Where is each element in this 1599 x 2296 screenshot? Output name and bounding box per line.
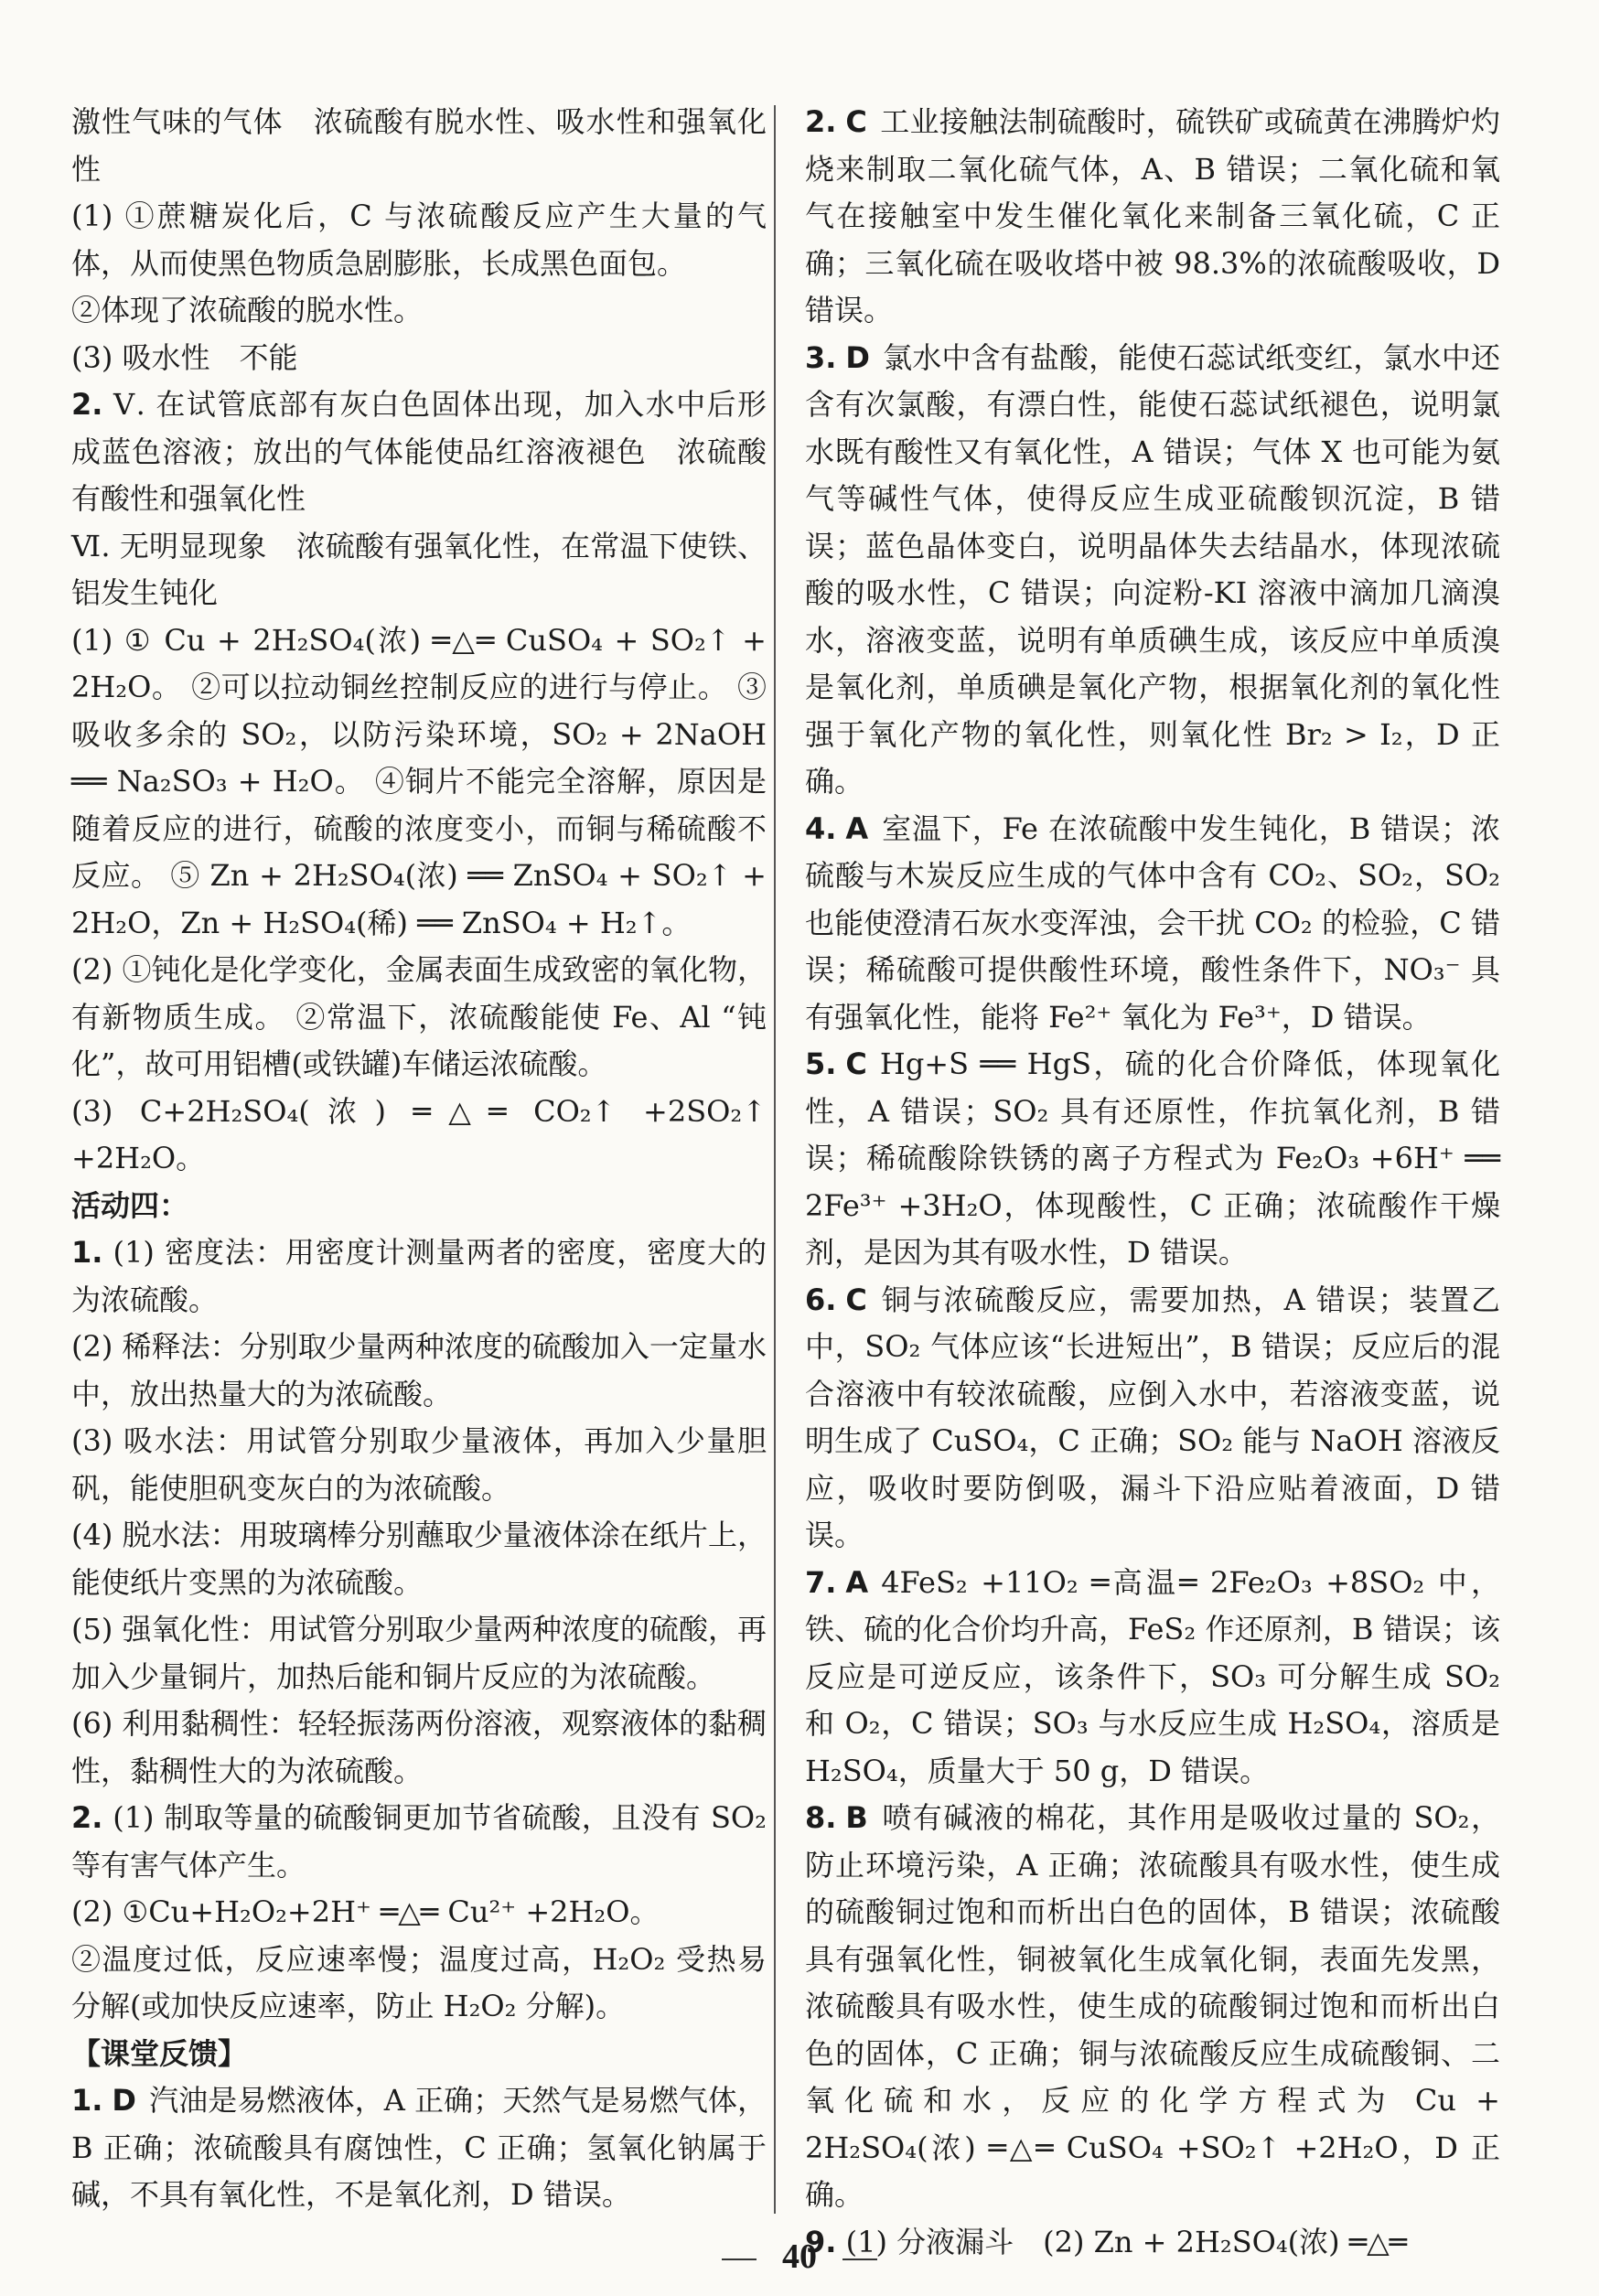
question-number: 4. (805, 810, 837, 846)
question-number: 1. (71, 1235, 103, 1270)
question-number: 2. (71, 1800, 103, 1835)
question-number: 5. (805, 1046, 837, 1081)
answer-text: 氯水中含有盐酸，能使石蕊试纸变红，氯水中还含有次氯酸，有漂白性，能使石蕊试纸褪色，说明氯水既有酸性又有氧化性，A 错误；气体 X 也可能为氨气等碱性气体，使得反应生成亚硫酸钡沉淀，B 错误；蓝色晶体变白，说明晶体失去结晶水，体现浓硫酸的吸水性，C 错误；向淀粉-KI 溶液中滴加几滴溴水，溶液变蓝，说明有单质碘生成，该反应中单质溴是氧化剂，单质碘是氧化产物，根据氧化剂的氧化性强于氧化产物的氧化性，则氧化性 Br₂ > I₂，D 正确。 (805, 339, 1500, 799)
answer-choice: D (845, 339, 870, 375)
answer-paragraph (805, 1277, 1500, 1560)
answer-paragraph (71, 2077, 767, 2219)
page-footer (0, 2237, 1599, 2277)
answer-text: 4FeS₂ +11O₂ ═高温═ 2Fe₂O₃ +8SO₂ 中，铁、硫的化合价均升高，FeS₂ 作还原剂，B 错误；该反应是可逆反应，该条件下，SO₃ 可分解生成 SO₂ 和 O₂，C 错误；SO₃ 与水反应生成 H₂SO₄，溶质是 H₂SO₄，质量大于 50 g，D 错误。 (805, 1564, 1500, 1788)
answer-paragraph (71, 1229, 767, 1324)
answer-paragraph (71, 193, 767, 287)
page-number: 40 (782, 2237, 817, 2276)
answer-text: 汽油是易燃液体，A 正确；天然气是易燃气体，B 正确；浓硫酸具有腐蚀性，C 正确；氢氧化钠属于碱，不具有氧化性，不是氧化剂，D 错误。 (71, 2083, 767, 2212)
answer-text: (6) 利用黏稠性：轻轻振荡两份溶液，观察液体的黏稠性，黏稠性大的为浓硫酸。 (71, 1706, 767, 1788)
left-column (71, 99, 767, 2219)
answer-text: ②温度过低，反应速率慢；温度过高，H₂O₂ 受热易分解(或加快反应速率，防止 H₂O₂ 分解)。 (71, 1941, 767, 2023)
answer-text: Ⅵ. 无明显现象 浓硫酸有强氧化性，在常温下使铁、铝发生钝化 (71, 528, 767, 610)
answer-text: (3) 吸水性 不能 (71, 339, 298, 375)
answer-paragraph (805, 1560, 1500, 1796)
column-divider (774, 105, 776, 2214)
answer-choice: A (845, 1564, 869, 1600)
answer-text: 铜与浓硫酸反应，需要加热，A 错误；装置乙中，SO₂ 气体应该“长进短出”，B 错误；反应后的混合溶液中有较浓硫酸，应倒入水中，若溶液变蓝，说明生成了 CuSO₄，C 正确；SO₂ 能与 NaOH 溶液反应，吸收时要防倒吸，漏斗下沿应贴着液面，D 错误。 (805, 1282, 1500, 1552)
answer-paragraph (71, 287, 767, 335)
answer-text: (1) 制取等量的硫酸铜更加节省硫酸，且没有 SO₂ 等有害气体产生。 (71, 1800, 767, 1883)
answer-text: (1) ① Cu + 2H₂SO₄(浓) ═△═ CuSO₄ + SO₂↑ + 2H₂O。 ②可以拉动铜丝控制反应的进行与停止。 ③ 吸收多余的 SO₂，以防污染环境，SO₂ + 2NaOH ══ Na₂SO₃ + H₂O。 ④铜片不能完全溶解，原因是随着反应的进行，硫酸的浓度变小，而铜与稀硫酸不反应。 ⑤ Zn + 2H₂SO₄(浓) ══ ZnSO₄ + SO₂↑ + 2H₂O，Zn + H₂SO₄(稀) ══ ZnSO₄ + H₂↑。 (71, 622, 767, 940)
answer-text: 活动四： (71, 1187, 189, 1223)
question-number: 3. (805, 339, 837, 375)
answer-paragraph (805, 1041, 1500, 1277)
answer-paragraph (805, 1795, 1500, 2219)
answer-paragraph (71, 381, 767, 523)
answer-paragraph (71, 1512, 767, 1606)
question-number: 9. (805, 2224, 837, 2259)
answer-text: (4) 脱水法：用玻璃棒分别蘸取少量液体涂在纸片上，能使纸片变黑的为浓硫酸。 (71, 1518, 767, 1600)
answer-choice: B (845, 1800, 868, 1835)
answer-text: (2) 稀释法：分别取少量两种浓度的硫酸加入一定量水中，放出热量大的为浓硫酸。 (71, 1329, 767, 1411)
answer-paragraph (71, 947, 767, 1089)
answer-choice: C (845, 104, 867, 139)
question-number: 2. (805, 104, 837, 139)
answer-paragraph (71, 99, 767, 193)
answer-text: (3) 吸水法：用试管分别取少量液体，再加入少量胆矾，能使胆矾变灰白的为浓硫酸。 (71, 1423, 767, 1506)
question-number: 1. (71, 2083, 103, 2118)
answer-paragraph (71, 1937, 767, 2031)
answer-paragraph (71, 1701, 767, 1795)
answer-paragraph (71, 335, 767, 382)
answer-text: 【课堂反馈】 (71, 2035, 248, 2071)
answer-paragraph (71, 1183, 767, 1230)
answer-paragraph (71, 1795, 767, 1889)
answer-paragraph (71, 523, 767, 617)
answer-paragraph (805, 99, 1500, 335)
answer-text: (1) 密度法：用密度计测量两者的密度，密度大的为浓硫酸。 (71, 1235, 767, 1317)
answer-text: 喷有碱液的棉花，其作用是吸收过量的 SO₂，防止环境污染，A 正确；浓硫酸具有吸水性，使生成的硫酸铜过饱和而析出白色的固体，B 错误；浓硫酸具有强氧化性，铜被氧化生成氧化铜，表面先发黑，浓硫酸具有吸水性，使生成的硫酸铜过饱和而析出白色的固体，C 正确；铜与浓硫酸反应生成硫酸铜、二氧化硫和水，反应的化学方程式为 Cu + 2H₂SO₄(浓) ═△═ CuSO₄ +SO₂↑ +2H₂O，D 正确。 (805, 1800, 1500, 2212)
answer-paragraph (71, 1889, 767, 1937)
answer-text: ②体现了浓硫酸的脱水性。 (71, 293, 424, 327)
answer-text: 室温下，Fe 在浓硫酸中发生钝化，B 错误；浓硫酸与木炭反应生成的气体中含有 CO₂、SO₂，SO₂ 也能使澄清石灰水变浑浊，会干扰 CO₂ 的检验，C 错误；稀硫酸可提供酸性环境，酸性条件下，NO₃⁻ 具有强氧化性，能将 Fe²⁺ 氧化为 Fe³⁺，D 错误。 (805, 810, 1500, 1035)
answer-text: (1) 分液漏斗 (2) Zn + 2H₂SO₄(浓) ═△═ (845, 2224, 1407, 2259)
answer-paragraph (71, 2031, 767, 2078)
answer-paragraph (71, 1418, 767, 1512)
answer-text: (3) C+2H₂SO₄(浓) ═△═ CO₂↑ +2SO₂↑ +2H₂O。 (71, 1093, 767, 1175)
answer-text: (2) ①钝化是化学变化，金属表面生成致密的氧化物，有新物质生成。 ②常温下，浓硫酸能使 Fe、Al “钝化”，故可用铝槽(或铁罐)车储运浓硫酸。 (71, 952, 767, 1081)
answer-paragraph (71, 1606, 767, 1701)
answer-choice: C (845, 1282, 867, 1317)
answer-paragraph (71, 1089, 767, 1183)
answer-text: (2) ①Cu+H₂O₂+2H⁺ ═△═ Cu²⁺ +2H₂O。 (71, 1894, 660, 1929)
answer-paragraph (805, 335, 1500, 806)
answer-text: 工业接触法制硫酸时，硫铁矿或硫黄在沸腾炉灼烧来制取二氧化硫气体，A、B 错误；二氧化硫和氧气在接触室中发生催化氧化来制备三氧化硫，C 正确；三氧化硫在吸收塔中被 98.3%的浓硫酸吸收，D 错误。 (805, 104, 1500, 327)
answer-text: Ⅴ. 在试管底部有灰白色固体出现，加入水中后形成蓝色溶液；放出的气体能使品红溶液褪色 浓硫酸有酸性和强氧化性 (71, 387, 767, 516)
question-number: 2. (71, 387, 103, 422)
answer-text: (5) 强氧化性：用试管分别取少量两种浓度的硫酸，再加入少量铜片，加热后能和铜片反应的为浓硫酸。 (71, 1612, 767, 1694)
question-number: 6. (805, 1282, 837, 1317)
answer-choice: D (112, 2083, 136, 2118)
question-number: 7. (805, 1564, 837, 1600)
footer-dash-right (842, 2258, 877, 2260)
answer-choice: C (845, 1046, 867, 1081)
answer-text: Hg+S ══ HgS，硫的化合价降低，体现氧化性，A 错误；SO₂ 具有还原性，作抗氧化剂，B 错误；稀硫酸除铁锈的离子方程式为 Fe₂O₃ +6H⁺ ══ 2Fe³⁺ +3H₂O，体现酸性，C 正确；浓硫酸作干燥剂，是因为其有吸水性，D 错误。 (805, 1046, 1500, 1270)
answer-choice: A (845, 810, 869, 846)
answer-text: (1) ①蔗糖炭化后，C 与浓硫酸反应产生大量的气体，从而使黑色物质急剧膨胀，长成黑色面包。 (71, 198, 767, 281)
answer-paragraph (71, 1324, 767, 1418)
footer-dash-left (722, 2258, 757, 2260)
answer-paragraph (71, 617, 767, 948)
question-number: 8. (805, 1800, 837, 1835)
answer-text: 激性气味的气体 浓硫酸有脱水性、吸水性和强氧化性 (71, 104, 767, 187)
right-column (805, 99, 1500, 2266)
answer-paragraph (805, 806, 1500, 1042)
